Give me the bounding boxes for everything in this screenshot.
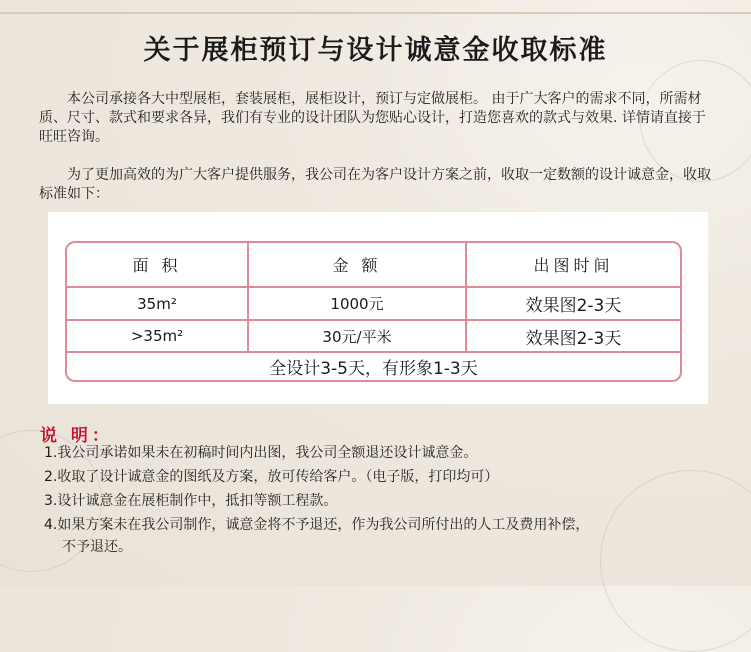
table-divider [465, 243, 467, 351]
intro-paragraph-2 [39, 166, 719, 204]
note-item-1: 1.我公司承诺如果未在初稿时间内出图，我公司全额退还设计诚意金。 [44, 445, 478, 461]
note-item-3: 3.设计诚意金在展柜制作中，抵扣等额工程款。 [44, 493, 338, 509]
notes-heading: 说 明： [40, 426, 113, 446]
table-divider [67, 319, 680, 321]
intro-paragraph-1-text: 本公司承接各大中型展柜，套装展柜，展柜设计，预订与定做展柜。 由于广大客户的需求不同，所需材质、尺寸、款式和要求各异，我们有专业的设计团队为您贴心设计，打造您喜欢的款式与效果. 详情请直接于旺旺咨询。 [39, 91, 706, 145]
note-item-4-continued: 不予退还。 [62, 539, 132, 555]
table-divider [67, 351, 680, 353]
table-divider [67, 286, 680, 288]
row1-area: 35m² [137, 294, 177, 313]
row1-amount: 1000元 [330, 295, 384, 313]
top-divider-line [0, 12, 751, 14]
intro-paragraph-1 [39, 90, 719, 147]
intro-paragraph-2-text: 为了更加高效的为广大客户提供服务，我公司在为客户设计方案之前，收取一定数额的设计诚意金，收取标准如下： [39, 167, 711, 202]
table-divider [247, 243, 249, 351]
header-area: 面 积 [132, 256, 182, 275]
row1-time: 效果图2-3天 [525, 296, 622, 316]
note-item-4: 4.如果方案未在我公司制作，诚意金将不予退还，作为我公司所付出的人工及费用补偿， [44, 517, 590, 533]
page-title: 关于展柜预订与设计诚意金收取标准 [143, 35, 608, 66]
row2-time: 效果图2-3天 [525, 328, 622, 349]
row2-area: >35m² [130, 327, 184, 345]
header-time: 出图时间 [533, 256, 614, 275]
row2-amount: 30元/平米 [322, 327, 392, 346]
note-item-2: 2.收取了设计诚意金的图纸及方案，放可传给客户。（电子版，打印均可） [44, 469, 499, 485]
header-amount: 金 额 [332, 256, 382, 275]
pricing-table [65, 241, 682, 382]
table-footer: 全设计3-5天，有形象1-3天 [269, 359, 478, 379]
